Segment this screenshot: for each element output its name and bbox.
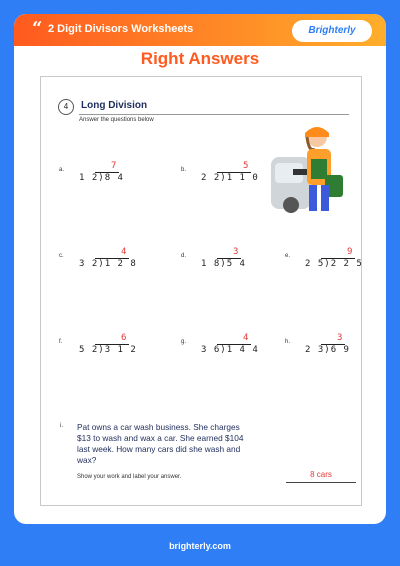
brand-logo: Brighterly (292, 20, 372, 42)
division-expression: 1 2)8 4 (79, 173, 124, 183)
problem-answer: 5 (243, 161, 249, 171)
work-instruction: Show your work and label your answer. (77, 474, 182, 480)
division-expression: 2 2)1 1 0 (201, 173, 259, 183)
problem-label: h. (285, 339, 291, 345)
divider (79, 114, 349, 115)
problem-answer: 9 (347, 247, 353, 257)
header-bar (14, 14, 386, 46)
division-expression: 3 2)1 2 8 (79, 259, 137, 269)
division-expression: 3 6)1 4 4 (201, 345, 259, 355)
word-problem-label: i. (60, 423, 63, 429)
worksheet-page (14, 14, 386, 524)
word-problem-text: Pat owns a car wash business. She charges $13 to wash and wax a car. She earned $104 last week. How many cars did she wash and wax? (77, 422, 244, 465)
division-expression: 1 8)5 4 (201, 259, 246, 269)
problem-answer: 6 (121, 333, 127, 343)
problem-label: e. (285, 253, 291, 259)
problem-answer: 4 (121, 247, 127, 257)
answer-line (286, 482, 356, 483)
problem-label: g. (181, 339, 187, 345)
page-headline: Right Answers (140, 49, 260, 68)
problem-label: d. (181, 253, 187, 259)
section-title: Long Division (81, 100, 148, 111)
division-expression: 2 3)6 9 (305, 345, 350, 355)
problem-label: c. (59, 253, 64, 259)
problem-answer: 3 (233, 247, 239, 257)
division-expression: 2 5)2 2 5 (305, 259, 363, 269)
section-number: 4 (58, 99, 74, 115)
problem-answer: 4 (243, 333, 249, 343)
footer-url[interactable]: brighterly.com (169, 541, 231, 551)
problem-label: f. (59, 339, 63, 345)
problem-answer: 3 (337, 333, 343, 343)
problem-answer: 7 (111, 161, 117, 171)
problem-label: b. (181, 167, 187, 173)
division-expression: 5 2)3 1 2 (79, 345, 137, 355)
problem-label: a. (59, 167, 65, 173)
quote-icon: “ (32, 18, 43, 39)
car-wash-illustration-icon (271, 119, 361, 215)
exercise-panel (40, 76, 362, 506)
worksheet-title: 2 Digit Divisors Worksheets (48, 23, 194, 35)
word-problem-answer: 8 cars (310, 470, 332, 479)
section-instruction: Answer the questions below (79, 117, 154, 123)
